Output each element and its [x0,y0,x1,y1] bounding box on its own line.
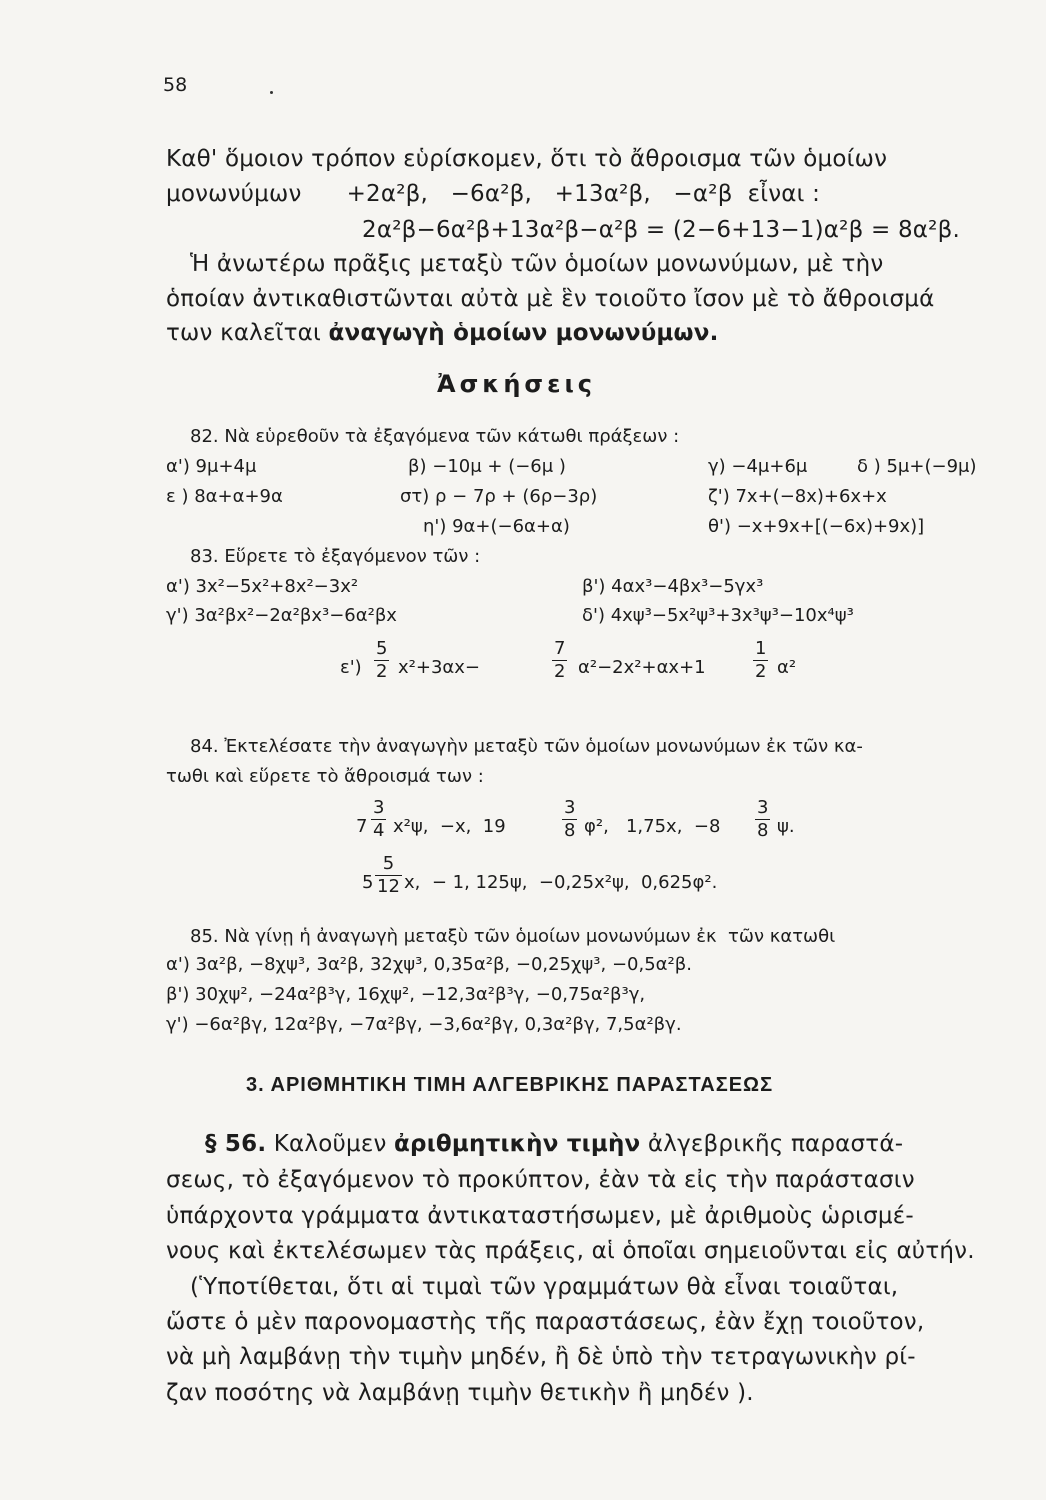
frac-numerator: 1 [755,638,767,659]
ex83-e-label: ε') [340,657,362,678]
ex85-a: α') 3α²β, −8χψ³, 3α²β, 32χψ³, 0,35α²β, −0,25χψ³, −0,5α²β. [166,954,692,975]
ex85-b: β') 30χψ², −24α²β³γ, 16χψ², −12,3α²β³γ, −0,75α²β³γ, [166,984,646,1005]
frac-numerator: 3 [373,797,385,818]
page-number: 58 [163,74,188,96]
para56-text: ἀλγεβρικῆς παραστά- [640,1131,904,1157]
ex82-d: δ ) 5μ+(−9μ) [857,456,977,477]
ex84-line-2: τωθι καὶ εὕρετε τὸ ἄθροισμά των : [166,766,484,787]
ex82-g: γ) −4μ+6μ [708,456,808,477]
ex84-r2-terms: x, − 1, 125ψ, −0,25x²ψ, 0,625φ². [404,872,718,893]
ex82-a: α') 9μ+4μ [166,456,257,477]
ex84-r1-frac-1 [371,799,386,840]
intro-equation: 2α²β−6α²β+13α²β−α²β = (2−6+13−1)α²β = 8α²β. [362,217,960,243]
ex84-r2-coef: 5 [362,872,374,893]
intro-line-5: ὁποίαν ἀντικαθιστῶνται αὐτὰ μὲ ἓν τοιοῦτο ἴσον μὲ τὸ ἄθροισμά [166,286,935,312]
intro-line-6-text: των καλεῖται [166,320,329,346]
ex83-e-term-3: α² [777,657,797,678]
ex82-e: ε ) 8α+α+9α [166,486,283,507]
para56-line-4: νους καὶ ἐκτελέσωμεν τὰς πράξεις, αἱ ὁποῖαι σημειοῦνται εἰς αὐτήν. [166,1238,975,1264]
ex82-b: β) −10μ + (−6μ ) [408,456,566,477]
ex84-r2-frac [375,855,402,896]
para56-line-7: νὰ μὴ λαμβάνῃ τὴν τιμὴν μηδέν, ἢ δὲ ὑπὸ τὴν τετραγωνικὴν ρί- [166,1344,916,1370]
term-numerical-value: ἀριθμητικὴν τιμὴν [394,1131,641,1157]
frac-denominator: 12 [377,876,400,897]
ex83-d: δ') 4xψ³−5x²ψ³+3x³ψ³−10x⁴ψ³ [582,605,854,626]
intro-line-2: μονωνύμων +2α²β, −6α²β, +13α²β, −α²β εἶναι : [166,181,821,207]
ex83-e-term-2: α²−2x²+αx+1 [578,657,706,678]
frac-denominator: 8 [564,820,576,841]
frac-numerator: 7 [554,638,566,659]
section-mark-56: § 56. [205,1131,267,1157]
frac-denominator: 8 [757,820,769,841]
frac-denominator: 2 [376,661,388,682]
ex84-r1-term-2: φ², 1,75x, −8 [584,816,721,837]
frac-denominator: 2 [755,661,767,682]
frac-numerator: 3 [757,797,769,818]
ex82-th: θ') −x+9x+[(−6x)+9x)] [708,516,925,537]
ex85-g: γ') −6α²βγ, 12α²βγ, −7α²βγ, −3,6α²βγ, 0,3α²βγ, 7,5α²βγ. [166,1014,682,1035]
ex84-r1-frac-2 [562,799,577,840]
term-reduction-like-monomials: ἀναγωγὴ ὁμοίων μονωνύμων. [328,320,719,346]
intro-line-4: Ἡ ἀνωτέρω πρᾶξις μεταξὺ τῶν ὁμοίων μονωνύμων, μὲ τὴν [190,251,884,277]
para56-text: Καλοῦμεν [266,1131,395,1157]
ex82-z: ζ') 7x+(−8x)+6x+x [708,486,887,507]
ex83-title: 83. Εὕρετε τὸ ἐξαγόμενον τῶν : [190,546,481,567]
para56-line-2: σεως, τὸ ἐξαγόμενον τὸ προκύπτον, ἐὰν τὰ εἰς τὴν παράστασιν [166,1167,915,1193]
ex82-st: στ) ρ − 7ρ + (6ρ−3ρ) [400,486,598,507]
ex84-line-1: 84. Ἐκτελέσατε τὴν ἀναγωγὴν μεταξὺ τῶν ὁμοίων μονωνύμων ἐκ τῶν κα- [190,736,863,757]
ex84-r1-term-3: ψ. [777,816,795,837]
frac-denominator: 2 [554,661,566,682]
ex84-r1-coef: 7 [356,816,368,837]
para56-line-5: (Ὑποτίθεται, ὅτι αἱ τιμαὶ τῶν γραμμάτων θὰ εἶναι τοιαῦται, [190,1274,899,1300]
para56-line-1 [205,1133,903,1156]
ex83-a: α') 3x²−5x²+8x²−3x² [166,576,359,597]
ex83-e-frac-1 [374,640,389,681]
para56-line-3: ὑπάρχοντα γράμματα ἀντικαταστήσωμεν, μὲ ἀριθμοὺς ὡρισμέ- [166,1203,914,1229]
ex83-b: β') 4αx³−4βx³−5γx³ [582,576,764,597]
para56-line-8: ζαν ποσότης νὰ λαμβάνῃ τιμὴν θετικὴν ἢ μηδέν ). [166,1380,754,1406]
intro-line-6 [166,322,719,345]
ex85-title: 85. Νὰ γίνῃ ἡ ἀναγωγὴ μεταξὺ τῶν ὁμοίων μονωνύμων ἐκ τῶν κατωθι [190,926,836,947]
para56-line-6: ὥστε ὁ μὲν παρονομαστὴς τῆς παραστάσεως, ἐὰν ἔχῃ τοιοῦτον, [166,1309,925,1335]
intro-line-1: Καθ' ὅμοιον τρόπον εὑρίσκομεν, ὅτι τὸ ἄθροισμα τῶν ὁμοίων [166,146,888,172]
frac-numerator: 3 [564,797,576,818]
ex83-g: γ') 3α²βx²−2α²βx³−6α²βx [166,605,397,626]
ex83-e-term-1: x²+3αx− [398,657,481,678]
ex83-e-frac-3 [753,640,768,681]
exercises-heading: Ἀσκήσεις [437,370,597,398]
ex82-title: 82. Νὰ εὑρεθοῦν τὰ ἐξαγόμενα τῶν κάτωθι πράξεων : [190,426,680,447]
ex84-r1-frac-3 [755,799,770,840]
frac-numerator: 5 [382,853,395,874]
section-3-title: 3. ΑΡΙΘΜΗΤΙΚΗ ΤΙΜΗ ΑΛΓΕΒΡΙΚΗΣ ΠΑΡΑΣΤΑΣΕΩΣ [246,1074,774,1096]
ex83-e-frac-2 [552,640,567,681]
frac-numerator: 5 [376,638,388,659]
frac-denominator: 4 [373,820,385,841]
ex82-h: η') 9α+(−6α+α) [423,516,570,537]
stray-mark [270,91,273,94]
ex84-r1-term-1: x²ψ, −x, 19 [393,816,506,837]
